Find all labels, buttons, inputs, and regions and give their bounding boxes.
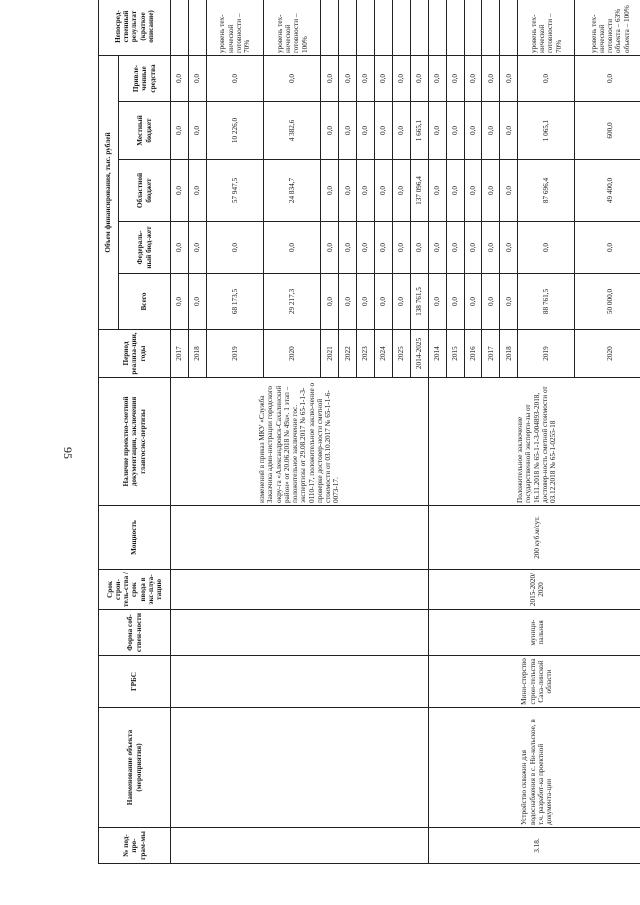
- result-cell: [375, 0, 393, 55]
- total-cell: 138 761,5: [410, 274, 428, 330]
- total-cell: 0,0: [446, 274, 464, 330]
- result-cell: [357, 0, 375, 55]
- header-name: Наименование объекта (мероприятия): [99, 708, 171, 828]
- regional-cell: 0,0: [339, 160, 357, 222]
- total-cell: 0,0: [357, 274, 375, 330]
- total-cell: 0,0: [428, 274, 446, 330]
- federal-cell: 0,0: [171, 222, 189, 274]
- period-cell: 2016: [464, 330, 482, 378]
- federal-cell: 0,0: [188, 222, 206, 274]
- local-cell: 0,0: [464, 102, 482, 160]
- period-cell: 2017: [171, 330, 189, 378]
- num-cell: 3.18.: [428, 828, 640, 864]
- total-cell: 0,0: [482, 274, 500, 330]
- regional-cell: 0,0: [392, 160, 410, 222]
- attracted-cell: 0,0: [392, 55, 410, 101]
- period-cell: 2014-2025: [410, 330, 428, 378]
- attracted-cell: 0,0: [321, 55, 339, 101]
- federal-cell: 0,0: [482, 222, 500, 274]
- result-cell: уровень тех-нической готовности – 70%: [206, 0, 263, 55]
- period-cell: 2015: [446, 330, 464, 378]
- federal-cell: 0,0: [321, 222, 339, 274]
- period-cell: 2024: [375, 330, 393, 378]
- local-cell: 0,0: [188, 102, 206, 160]
- capacity-cell: [171, 506, 429, 570]
- header-term: Срок строи-тель-ства / срок ввода в экс-плуа-тацию: [99, 570, 171, 610]
- total-cell: 0,0: [188, 274, 206, 330]
- period-cell: 2020: [575, 330, 640, 378]
- term-cell: [171, 570, 429, 610]
- header-ownership: Форма соб-ствен-ности: [99, 610, 171, 656]
- table-row: [428, 0, 446, 864]
- total-cell: 50 000,0: [575, 274, 640, 330]
- total-cell: 0,0: [392, 274, 410, 330]
- total-cell: 29 217,3: [264, 274, 321, 330]
- name-cell: Устройство скважин для водоснабжения в с. Ни-кольское, в т.ч. разработ-ка проектной документа-ции: [428, 708, 640, 828]
- local-cell: 0,0: [321, 102, 339, 160]
- regional-cell: 57 947,5: [206, 160, 263, 222]
- attracted-cell: 0,0: [188, 55, 206, 101]
- result-cell: [410, 0, 428, 55]
- regional-cell: 137 096,4: [410, 160, 428, 222]
- attracted-cell: 0,0: [264, 55, 321, 101]
- financing-table: [98, 0, 640, 864]
- federal-cell: 0,0: [575, 222, 640, 274]
- total-cell: 0,0: [321, 274, 339, 330]
- num-cell: [171, 828, 429, 864]
- header-federal: Федераль-ный бюд-жет: [119, 222, 171, 274]
- local-cell: 1 065,1: [518, 102, 575, 160]
- result-cell: уровень тех-нической готовности – 70%: [518, 0, 575, 55]
- attracted-cell: 0,0: [575, 55, 640, 101]
- local-cell: 0,0: [428, 102, 446, 160]
- period-cell: 2023: [357, 330, 375, 378]
- period-cell: 2018: [500, 330, 518, 378]
- federal-cell: 0,0: [357, 222, 375, 274]
- local-cell: 1 665,1: [410, 102, 428, 160]
- regional-cell: 87 696,4: [518, 160, 575, 222]
- period-cell: 2020: [264, 330, 321, 378]
- federal-cell: 0,0: [410, 222, 428, 274]
- attracted-cell: 0,0: [464, 55, 482, 101]
- header-capacity: Мощность: [99, 506, 171, 570]
- term-cell: 2015-2020/ 2020: [428, 570, 640, 610]
- federal-cell: 0,0: [375, 222, 393, 274]
- local-cell: 0,0: [339, 102, 357, 160]
- attracted-cell: 0,0: [446, 55, 464, 101]
- regional-cell: 0,0: [321, 160, 339, 222]
- header-result: Непосред-ственный результат (краткое описание): [99, 0, 171, 55]
- federal-cell: 0,0: [518, 222, 575, 274]
- regional-cell: 0,0: [357, 160, 375, 222]
- regional-cell: 0,0: [171, 160, 189, 222]
- regional-cell: 24 834,7: [264, 160, 321, 222]
- period-cell: 2022: [339, 330, 357, 378]
- regional-cell: 0,0: [446, 160, 464, 222]
- regional-cell: 49 400,0: [575, 160, 640, 222]
- period-cell: 2019: [518, 330, 575, 378]
- local-cell: 0,0: [446, 102, 464, 160]
- total-cell: 88 761,5: [518, 274, 575, 330]
- period-cell: 2025: [392, 330, 410, 378]
- regional-cell: 0,0: [464, 160, 482, 222]
- result-cell: [500, 0, 518, 55]
- federal-cell: 0,0: [339, 222, 357, 274]
- header-docs: Наличие проектно-сметной документации, заключения главгосэкс-пертизы: [99, 378, 171, 506]
- federal-cell: 0,0: [392, 222, 410, 274]
- attracted-cell: 0,0: [375, 55, 393, 101]
- federal-cell: 0,0: [500, 222, 518, 274]
- result-cell: [171, 0, 189, 55]
- attracted-cell: 0,0: [500, 55, 518, 101]
- page-number: 95: [61, 447, 75, 459]
- result-cell: [428, 0, 446, 55]
- header-attracted: Привле-ченные средства: [119, 55, 171, 101]
- total-cell: 68 173,5: [206, 274, 263, 330]
- result-cell: [464, 0, 482, 55]
- federal-cell: 0,0: [428, 222, 446, 274]
- total-cell: 0,0: [464, 274, 482, 330]
- attracted-cell: 0,0: [428, 55, 446, 101]
- total-cell: 0,0: [171, 274, 189, 330]
- table-body: [171, 0, 640, 864]
- result-cell: уровень тех-нической готовности – 100%: [264, 0, 321, 55]
- header-regional: Областной бюджет: [119, 160, 171, 222]
- result-cell: уровень тех-нической готовности объекта – 63% объекта – 100%: [575, 0, 640, 55]
- period-cell: 2021: [321, 330, 339, 378]
- regional-cell: 0,0: [375, 160, 393, 222]
- result-cell: [392, 0, 410, 55]
- local-cell: 0,0: [482, 102, 500, 160]
- header-local: Местный бюджет: [119, 102, 171, 160]
- local-cell: 0,0: [500, 102, 518, 160]
- ownership-cell: муници-пальная: [428, 610, 640, 656]
- local-cell: 0,0: [357, 102, 375, 160]
- federal-cell: 0,0: [264, 222, 321, 274]
- header-num: № под-про-грам-мы: [99, 828, 171, 864]
- local-cell: 4 382,6: [264, 102, 321, 160]
- period-cell: 2017: [482, 330, 500, 378]
- total-cell: 0,0: [339, 274, 357, 330]
- header-total: Всего: [119, 274, 171, 330]
- header-finance: Объем финансирования, тыс. рублей: [99, 55, 119, 329]
- local-cell: 10 226,0: [206, 102, 263, 160]
- result-cell: [482, 0, 500, 55]
- regional-cell: 0,0: [428, 160, 446, 222]
- federal-cell: 0,0: [446, 222, 464, 274]
- period-cell: 2014: [428, 330, 446, 378]
- rotated-table-wrapper: [98, 5, 640, 864]
- capacity-cell: 200 куб.м/сут.: [428, 506, 640, 570]
- regional-cell: 0,0: [188, 160, 206, 222]
- regional-cell: 0,0: [482, 160, 500, 222]
- total-cell: 0,0: [500, 274, 518, 330]
- local-cell: 0,0: [392, 102, 410, 160]
- period-cell: 2018: [188, 330, 206, 378]
- result-cell: [339, 0, 357, 55]
- ownership-cell: [171, 610, 429, 656]
- docs-cell: Положительное заключение государственной эксперти-зы от 16.11.2018 № 65-1-1-3-004893-2018, достовер-ность сметной стоимости от 03.12.2018 № 65-1-0255-18: [428, 378, 640, 506]
- attracted-cell: 0,0: [206, 55, 263, 101]
- federal-cell: 0,0: [464, 222, 482, 274]
- attracted-cell: 0,0: [518, 55, 575, 101]
- local-cell: 0,0: [171, 102, 189, 160]
- table-canvas: [98, 5, 640, 864]
- grbs-cell: Мини-стерство строи-тельства Саха-линской области: [428, 656, 640, 708]
- header-period: Период реализа-ции, годы: [99, 330, 171, 378]
- total-cell: 0,0: [375, 274, 393, 330]
- period-cell: 2019: [206, 330, 263, 378]
- table-row: [171, 0, 189, 864]
- header-grbs: ГРБС: [99, 656, 171, 708]
- attracted-cell: 0,0: [357, 55, 375, 101]
- attracted-cell: 0,0: [339, 55, 357, 101]
- result-cell: [446, 0, 464, 55]
- name-cell: [171, 708, 429, 828]
- local-cell: 600,0: [575, 102, 640, 160]
- docs-cell: изменений в приказ МКУ «Служба Заказчика адми-нистрации городского окру-га «Александровск-Сахалинский район» от 20.06.2018 № 49а». 1 этап – положительное заключение гос. экспертизы от 29.08.2017 № 65-1-1-3-0110-17, положительное заклю-чение о проверке достовер-ности сметной стоимости от 03.10.2017 № 65-1-1-6-0073-17.: [171, 378, 429, 506]
- result-cell: [321, 0, 339, 55]
- federal-cell: 0,0: [206, 222, 263, 274]
- attracted-cell: 0,0: [410, 55, 428, 101]
- local-cell: 0,0: [375, 102, 393, 160]
- attracted-cell: 0,0: [482, 55, 500, 101]
- grbs-cell: [171, 656, 429, 708]
- attracted-cell: 0,0: [171, 55, 189, 101]
- result-cell: [188, 0, 206, 55]
- regional-cell: 0,0: [500, 160, 518, 222]
